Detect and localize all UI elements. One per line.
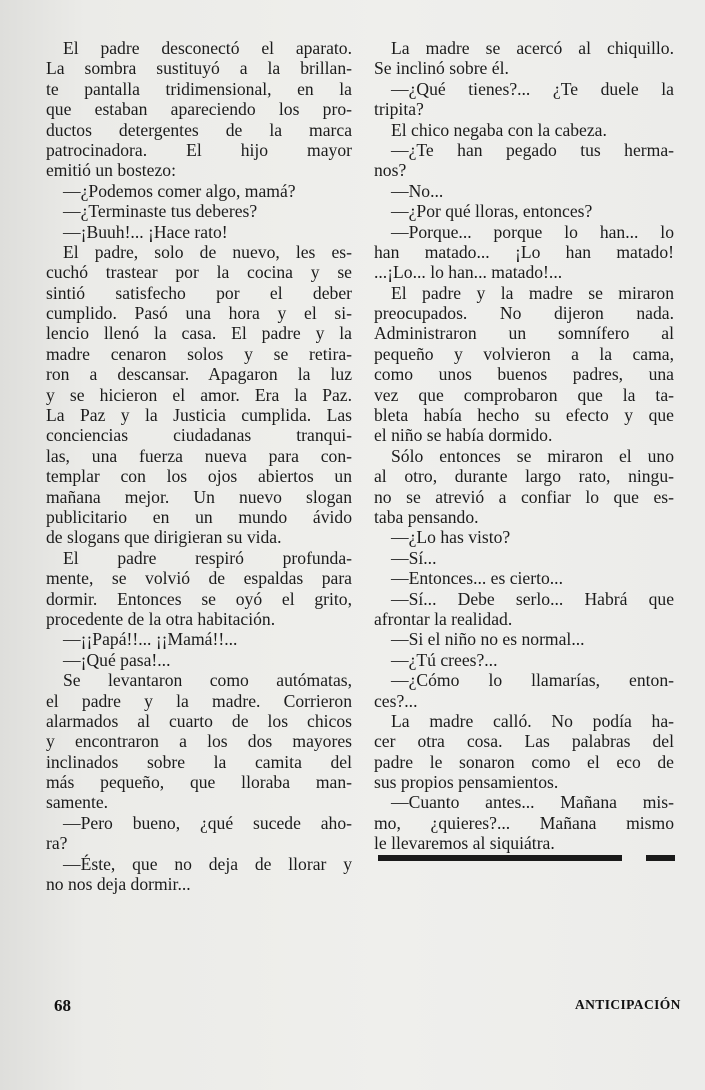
text-line: Se inclinó sobre él. <box>374 58 509 79</box>
text-line: tripita? <box>374 99 424 120</box>
text-line: —¿Cómo lo llamarías, enton- <box>391 670 674 691</box>
text-line: te pantalla tridimensional, en la <box>46 78 352 99</box>
text-line: La sombra sustituyó a la brillan- <box>46 58 352 79</box>
text-line: —¿Terminaste tus deberes? <box>63 201 258 222</box>
text-line: sintió satisfecho por el deber <box>46 282 352 303</box>
end-rule-long <box>378 855 622 861</box>
text-line: no nos deja dormir... <box>46 874 191 895</box>
text-line: han matado... ¡Lo han matado! <box>374 241 674 262</box>
text-line: —Sí... <box>391 547 437 568</box>
text-line: Se levantaron como autómatas, <box>63 670 352 691</box>
text-line: El padre, solo de nuevo, les es- <box>63 241 352 262</box>
text-line: Sólo entonces se miraron el uno <box>391 445 674 466</box>
text-line: El chico negaba con la cabeza. <box>391 119 607 140</box>
text-line: —Cuanto antes... Mañana mis- <box>391 792 674 813</box>
text-line: —¿Lo has visto? <box>391 527 511 548</box>
text-line: —Sí... Debe serlo... Habrá que <box>391 588 674 609</box>
text-line: inclinados sobre la camita del <box>46 751 352 772</box>
text-line: samente. <box>46 792 109 813</box>
text-line: —Si el niño no es normal... <box>391 629 585 650</box>
text-line: al otro, durante largo rato, ningu- <box>374 466 674 487</box>
page-number: 68 <box>54 996 71 1015</box>
text-line: afrontar la realidad. <box>374 608 513 629</box>
text-line: lencio llenó la casa. El padre y la <box>46 323 352 344</box>
text-line: —¿Tú crees?... <box>391 649 498 670</box>
text-line: como unos buenos padres, una <box>374 364 674 385</box>
magazine-title: ANTICIPACIÓN <box>575 997 681 1012</box>
text-line: Administraron un somnífero al <box>374 323 674 344</box>
text-line: —¡Qué pasa!... <box>63 649 171 670</box>
text-line: ron a descansar. Apagaron la luz <box>46 364 352 385</box>
text-line: taba pensando. <box>374 506 479 527</box>
text-line: El padre y la madre se miraron <box>391 282 674 303</box>
text-line: ...¡Lo... lo han... matado!... <box>374 262 563 283</box>
text-line: pequeño y volvieron a la cama, <box>374 343 674 364</box>
text-line: —Porque... porque lo han... lo <box>391 221 674 242</box>
text-line: conciencias ciudadanas tranqui- <box>46 425 352 446</box>
text-line: cer otra cosa. Las palabras del <box>374 731 674 752</box>
text-line: La madre se acercó al chiquillo. <box>391 38 674 58</box>
right-text-column <box>374 38 674 854</box>
text-line: emitió un bostezo: <box>46 160 176 181</box>
text-line: ces?... <box>374 690 418 711</box>
text-line: La Paz y la Justicia cumplida. Las <box>46 405 352 426</box>
text-line: mañana mejor. Un nuevo slogan <box>46 486 352 507</box>
text-line: El padre respiró profunda- <box>63 547 352 568</box>
text-line: no se atrevió a confiar lo que es- <box>374 486 674 507</box>
text-line: —¿Podemos comer algo, mamá? <box>63 180 296 201</box>
text-line: le llevaremos al siquiátra. <box>374 833 555 854</box>
text-line: El padre desconectó el aparato. <box>63 38 352 58</box>
text-line: —¿Te han pegado tus herma- <box>391 139 674 160</box>
text-line: —Pero bueno, ¿qué sucede aho- <box>63 812 352 833</box>
text-line: alarmados al cuarto de los chicos <box>46 710 352 731</box>
text-line: bleta había hecho su efecto y que <box>374 405 674 426</box>
text-line: —Éste, que no deja de llorar y <box>63 853 352 874</box>
text-line: el niño se había dormido. <box>374 425 553 446</box>
end-rule-short <box>646 855 675 861</box>
text-line: ra? <box>46 833 68 854</box>
text-line: sus propios pensamientos. <box>374 772 559 793</box>
text-line: vez que comprobaron que la ta- <box>374 384 674 405</box>
text-line: y encontraron a los dos mayores <box>46 731 352 752</box>
text-line: —¡¡Papá!!... ¡¡Mamá!!... <box>63 629 238 650</box>
text-line: el padre y la madre. Corrieron <box>46 690 352 711</box>
left-text-column <box>46 38 352 894</box>
text-line: procedente de la otra habitación. <box>46 608 276 629</box>
text-line: y se hicieron el amor. Era la Paz. <box>46 384 352 405</box>
text-line: —¡Buuh!... ¡Hace rato! <box>63 221 228 242</box>
text-line: —Entonces... es cierto... <box>391 568 563 589</box>
text-line: publicitario en un mundo ávido <box>46 506 352 527</box>
text-line: mente, se volvió de espaldas para <box>46 568 352 589</box>
text-line: nos? <box>374 160 407 181</box>
text-line: templar con los ojos abiertos un <box>46 466 352 487</box>
text-line: que estaban apareciendo los pro- <box>46 99 352 120</box>
text-line: preocupados. No dijeron nada. <box>374 303 674 324</box>
text-line: las, una fuerza nueva para con- <box>46 445 352 466</box>
text-line: más pequeño, que lloraba man- <box>46 772 352 793</box>
text-line: —¿Qué tienes?... ¿Te duele la <box>391 78 674 99</box>
text-line: patrocinadora. El hijo mayor <box>46 139 352 160</box>
text-line: madre cenaron solos y se retira- <box>46 343 352 364</box>
text-line: dormir. Entonces se oyó el grito, <box>46 588 352 609</box>
text-line: cuchó trastear por la cocina y se <box>46 262 352 283</box>
text-line: padre le sonaron como el eco de <box>374 751 674 772</box>
text-line: de slogans que dirigieran su vida. <box>46 527 282 548</box>
text-line: —No... <box>391 180 444 201</box>
text-line: La madre calló. No podía ha- <box>391 710 674 731</box>
text-line: cumplido. Pasó una hora y el si- <box>46 303 352 324</box>
text-line: ductos detergentes de la marca <box>46 119 352 140</box>
text-line: mo, ¿quieres?... Mañana mismo <box>374 812 674 833</box>
text-line: —¿Por qué lloras, entonces? <box>391 201 593 222</box>
